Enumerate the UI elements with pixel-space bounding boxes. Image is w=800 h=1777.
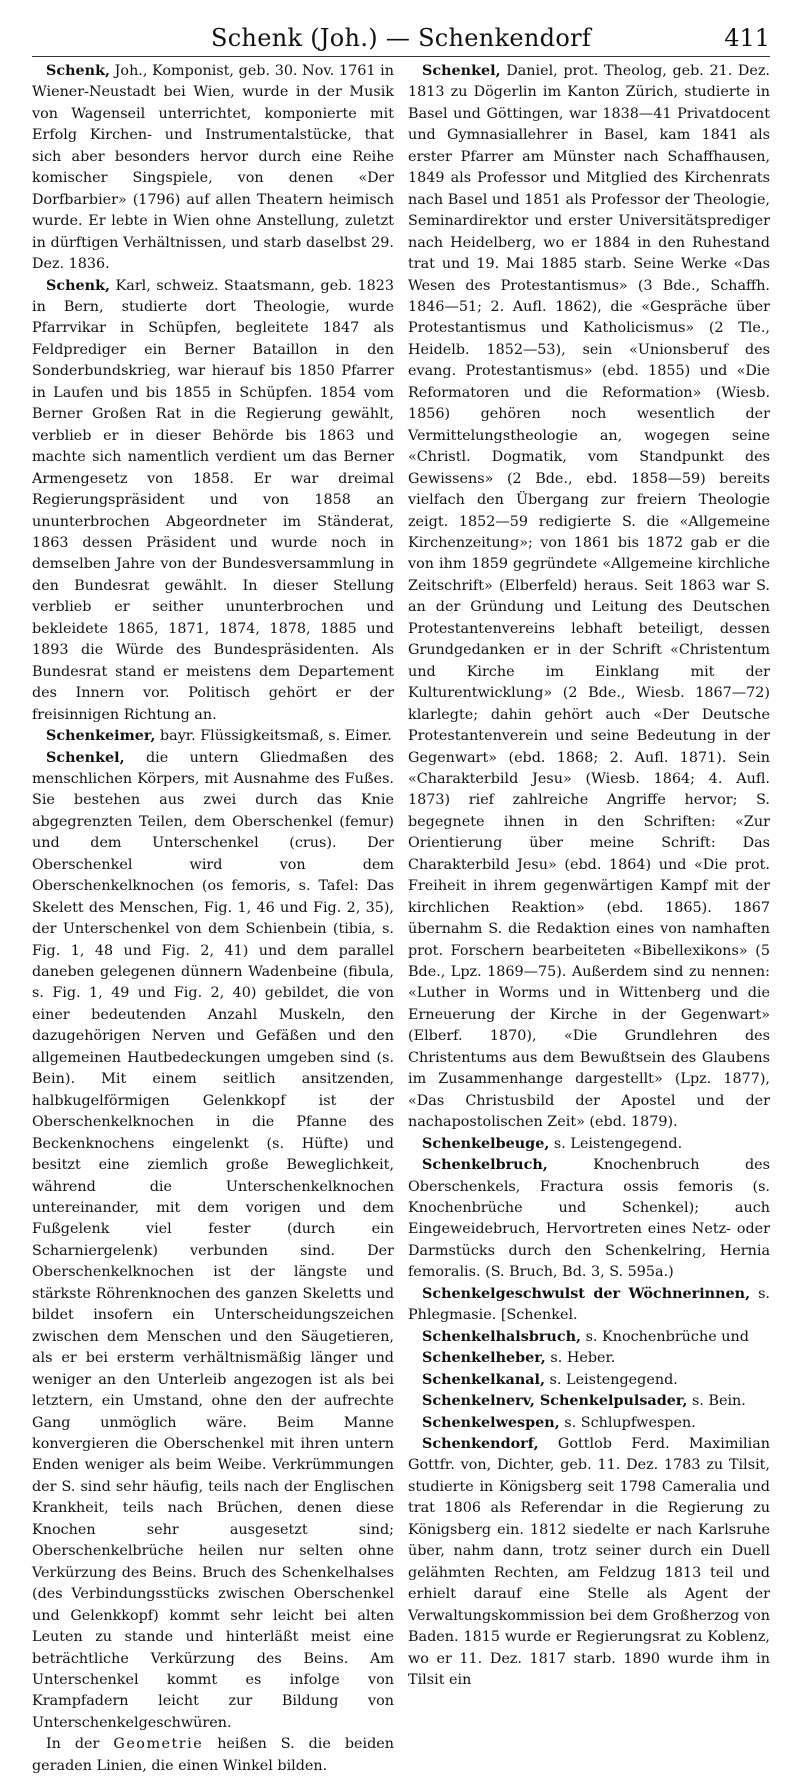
entry-text: s. Phlegmasie. [Schenkel. xyxy=(408,1285,770,1324)
page-number: 411 xyxy=(724,24,770,52)
entry-schenk-johann xyxy=(32,61,394,276)
entry-text: Karl, schweiz. Staatsmann, geb. 1823 in Bern, studierte dort Theologie, wurde Pfarrvikar in Schüpfen, begleitete 1847 als Feldprediger ein Berner Bataillon in den Sonderbundskrieg, war hierauf bis 1850 Pfarrer in Laufen und bis 1855 in Schüpfen. 1854 vom Berner Großen Rat in die Regierung gewählt, verblieb er in dieser Behörde bis 1863 und machte sich namentlich verdient um das Berner Armengesetz von 1858. Er war dreimal Regierungspräsident und von 1858 an ununterbrochen Abgeordneter im Ständerat, 1863 dessen Präsident und wurde noch in demselben Jahre von der Bundesversammlung in den Bundesrat gewählt. In dieser Stellung verblieb er seither ununterbrochen und bekleidete 1865, 1871, 1874, 1878, 1885 und 1893 die Würde des Bundespräsidenten. Als Bundesrat stand er meistens dem Departement des Innern vor. Politisch gehört er der freisinnigen Richtung an. xyxy=(32,277,394,723)
entry-headword: Schenkel, xyxy=(46,749,125,766)
entry-schenkeimer xyxy=(32,726,394,747)
entry-schenkel xyxy=(32,748,394,1735)
entry-schenkelhalsbruch xyxy=(408,1327,770,1348)
entry-headword: Schenk, xyxy=(46,63,111,79)
entry-headword: Schenkendorf, xyxy=(422,1436,539,1452)
entry-schenkelgeschwulst xyxy=(408,1284,770,1327)
entry-headword: Schenk, xyxy=(46,277,111,294)
entry-schenkel-geometrie xyxy=(32,1734,394,1777)
entry-headword: Schenkelnerv, Schenkelpulsader, xyxy=(422,1393,688,1410)
entry-prefix: In der xyxy=(46,1736,114,1753)
entry-text: heißen S. die beiden geraden Linien, die einen Winkel bilden. xyxy=(32,1736,394,1774)
entry-headword: Schenkelgeschwulst der Wöchnerinnen, xyxy=(422,1285,751,1302)
entry-headword: Schenkelwespen, xyxy=(422,1414,560,1431)
entry-headword: Schenkelbeuge, xyxy=(422,1135,550,1152)
entry-text: Daniel, prot. Theolog, geb. 21. Dez. 1813 zu Dögerlin im Kanton Zürich, studierte in Basel und Göttingen, war 1838—41 Privatdocent und Gymnasiallehrer in Basel, kam 1841 als erster Pfarrer am Münster nach Schaffhausen, 1849 als Professor und Mitglied des Kirchenrats nach Basel und 1851 als Professor der Theologie, Seminardirektor und erster Universitätsprediger nach Heidelberg, wo er 1884 in den Ruhestand trat und 19. Mai 1885 starb. Seine Werke «Das Wesen des Protestantismus» (3 Bde., Schaffh. 1846—51; 2. Aufl. 1862), die «Gespräche über Protestantismus und Katholicismus» (2 Tle., Heidelb. 1852—53), sein «Unionsberuf des evang. Protestantismus» (ebd. 1855) und «Die Reformatoren und die Reformation» (Wiesb. 1856) gehören noch wesentlich der Vermittelungstheologie an, wogegen seine «Christl. Dogmatik, vom Standpunkt des Gewissens» (2 Bde., ebd. 1858—59) bereits vielfach den Übergang zur freiern Theologie zeigt. 1852—59 redigierte S. die «Allgemeine Kirchenzeitung»; von 1861 bis 1872 gab er die von ihm 1859 gegründete «Allgemeine kirchliche Zeitschrift» (Elberfeld) heraus. Seit 1863 war S. an der Gründung und Leitung des Deutschen Protestantenvereins lebhaft beteiligt, dessen Grundgedanken er in der Schrift «Christentum und Kirche im Einklang mit der Kulturentwicklung» (2 Bde., Wiesb. 1867—72) klarlegte; dahin gehört auch «Der Deutsche Protestantenverein und seine Bedeutung in der Gegenwart» (ebd. 1868; 2. Aufl. 1871). Sein «Charakterbild Jesu» (Wiesb. 1864; 4. Aufl. 1873) rief zahlreiche Angriffe hervor; S. begegnete ihnen in den Schriften: «Zur Orientierung über meine Schrift: Das Charakterbild Jesu» (ebd. 1864) und «Die prot. Freiheit in ihrem gegenwärtigen Kampf mit der kirchlichen Reaktion» (ebd. 1865). 1867 übernahm S. die Redaktion eines von namhaften prot. Forschern bearbeiteten «Bibellexikons» (5 Bde., Lpz. 1869—75). Außerdem sind zu nennen: «Luther in Worms und in Wittenberg und die Erneuerung der Kirche in der Gegenwart» (Elberf. 1870), «Die Grundlehren des Christentums aus dem Bewußtsein des Glaubens im Zusammenhange dargestellt» (Lpz. 1877), «Das Christusbild der Apostel und der nachapostolischen Zeit» (ebd. 1879). xyxy=(408,63,770,1131)
entry-text: s. Leistengegend. xyxy=(549,1135,683,1152)
entry-schenk-karl xyxy=(32,276,394,727)
text-columns xyxy=(32,61,770,1777)
entry-text: s. Leistengegend. xyxy=(545,1371,678,1388)
running-title: Schenk (Joh.) — Schenkendorf xyxy=(210,24,592,52)
entry-text: die untern Gliedmaßen des menschlichen Körpers, mit Ausnahme des Fußes. Sie bestehen aus zwei durch das Knie abgegrenzten Teilen, dem Oberschenkel (femur) und dem Unterschenkel (crus). Der Oberschenkel wird von dem Oberschenkelknochen (os femoris, s. Tafel: Das Skelett des Menschen, Fig. 1, 46 und Fig. 2, 35), der Unterschenkel von dem Schienbein (tibia, s. Fig. 1, 48 und Fig. 2, 41) und dem parallel daneben gelegenen dünnern Wadenbeine (fibula, s. Fig. 1, 49 und Fig. 2, 40) gebildet, die von einer bedeutenden Anzahl Muskeln, den dazugehörigen Nerven und Gefäßen und den allgemeinen Hautbedeckungen umgeben sind (s. Bein). Mit einem seitlich ansitzenden, halbkugelförmigen Gelenkkopf ist der Oberschenkelknochen in die Pfanne des Beckenknochens eingelenkt (s. Hüfte) und besitzt eine ziemlich große Beweglichkeit, während die Unterschenkelknochen untereinander, mit dem vorigen und dem Fußgelenk viel fester (durch ein Scharniergelenk) verbunden sind. Der Oberschenkelknochen ist der längste und stärkste Röhrenknochen des ganzen Skeletts und bildet insofern ein Unterscheidungszeichen zwischen dem Menschen und den Säugetieren, als er bei ersterm verhältnismäßig länger und weniger an den Unterleib angezogen ist als bei letztern, ein Umstand, ohne den der aufrechte Gang unmöglich wäre. Beim Manne konvergieren die Oberschenkel mit ihren untern Enden weniger als beim Weibe. Verkrümmungen der S. sind sehr häufig, teils nach der Englischen Krankheit, teils nach Brüchen, denen diese Knochen sehr ausgesetzt sind; Oberschenkelbrüche heilen nur selten ohne Verkürzung des Beins. Bruch des Schenkelhalses (des Verbindungsstücks zwischen Oberschenkel und Gelenkkopf) kommt sehr leicht bei alten Leuten zu stande und hinterläßt meist eine beträchtliche Verkürzung des Beins. Am Unterschenkel kommt es infolge von Krampfadern leicht zur Bildung von Unterschenkelgeschwüren. xyxy=(32,749,394,1731)
page-header xyxy=(32,16,770,56)
entry-schenkelbeuge xyxy=(408,1134,770,1155)
entry-schenkelbruch xyxy=(408,1155,770,1284)
entry-headword: Schenkel, xyxy=(422,63,501,79)
right-column xyxy=(408,61,770,1777)
entry-schenkendorf xyxy=(408,1434,770,1691)
entry-schenkelkanal xyxy=(408,1370,770,1391)
left-column xyxy=(32,61,394,1777)
header-rule xyxy=(32,56,770,57)
entry-text: Joh., Komponist, geb. 30. Nov. 1761 in Wiener-Neustadt bei Wien, wurde in der Musik von Wagenseil unterrichtet, komponierte mit Erfolg Kirchen- und Instrumentalstücke, that sich aber besonders hervor durch eine Reihe komischer Singspiele, von denen «Der Dorfbarbier» (1796) auf allen Theatern heimisch wurde. Er lebte in Wien ohne Anstellung, zuletzt in dürftigen Verhältnissen, und starb daselbst 29. Dez. 1836. xyxy=(32,63,394,273)
entry-headword: Schenkelbruch, xyxy=(422,1157,548,1174)
entry-headword: Schenkelheber, xyxy=(422,1350,546,1367)
entry-schenkelnerv xyxy=(408,1391,770,1412)
entry-text: bayr. Flüssigkeitsmaß, s. Eimer. xyxy=(155,728,392,745)
entry-text: s. Heber. xyxy=(545,1350,616,1367)
entry-text: s. Bein. xyxy=(687,1393,746,1410)
entry-text: Knochenbruch des Oberschenkels, Fractura ossis femoris (s. Knochenbrüche und Schenkel); auch Eingeweidebruch, Hervortreten eines Netz- oder Darmstücks durch den Schenkelring, Hernia femoralis. (S. Bruch, Bd. 3, S. 595a.) xyxy=(408,1157,770,1281)
entry-text: Gottlob Ferd. Maximilian Gottfr. von, Dichter, geb. 11. Dez. 1783 zu Tilsit, studierte in Königsberg seit 1798 Cameralia und trat 1806 als Referendar in die Regierung zu Königsberg ein. 1812 siedelte er nach Karlsruhe über, nahm dann, trotz seiner durch ein Duell gelähmten Rechten, am Feldzug 1813 teil und erhielt darauf eine Stelle als Agent der Verwaltungskommission bei dem Großherzog von Baden. 1815 wurde er Regierungsrat zu Koblenz, wo er 11. Dez. 1817 starb. 1890 wurde ihm in Tilsit ein xyxy=(408,1436,770,1688)
entry-spaced-term: Geometrie xyxy=(113,1736,204,1753)
entry-schenkelwespen xyxy=(408,1413,770,1434)
entry-text: s. Schlupfwespen. xyxy=(559,1414,696,1431)
entry-headword: Schenkeimer, xyxy=(46,728,156,745)
entry-text: s. Knochenbrüche und xyxy=(581,1328,749,1345)
entry-schenkel-daniel xyxy=(408,61,770,1134)
entry-headword: Schenkelhalsbruch, xyxy=(422,1328,582,1345)
entry-schenkelheber xyxy=(408,1348,770,1369)
entry-headword: Schenkelkanal, xyxy=(422,1371,545,1388)
